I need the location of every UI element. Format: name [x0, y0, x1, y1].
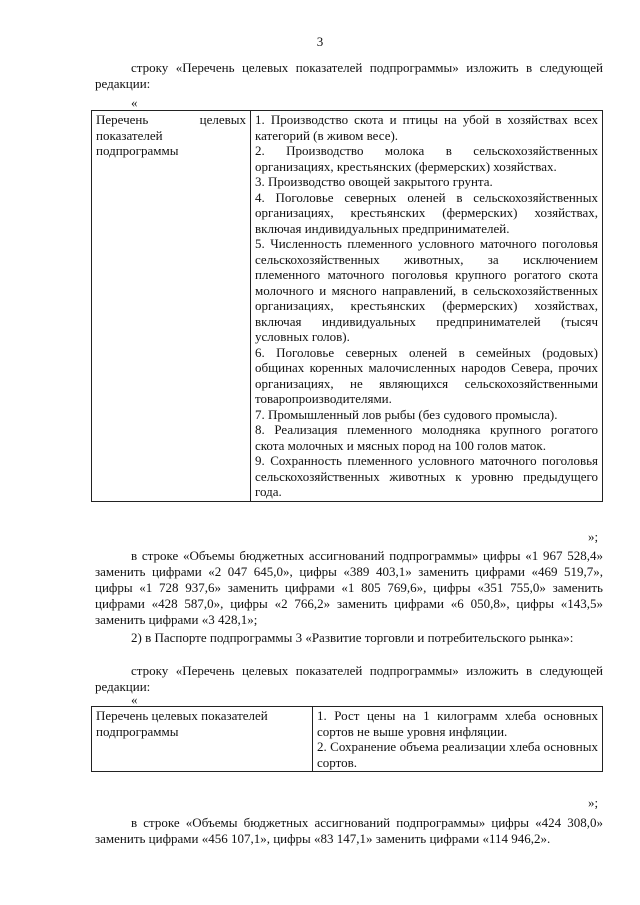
paragraph-intro-2: строку «Перечень целевых показателей подпрограммы» изложить в следующей редакции:	[95, 663, 603, 694]
paragraph-budget-1: в строке «Объемы бюджетных ассигнований подпрограммы» цифры «1 967 528,4» заменить цифрами «2 047 645,0», цифры «389 403,1» заменить цифрами «469 519,7», цифры «1 728 937,6» заменить цифрами «1 805 769,6», цифры «351 755,0» заменить цифрами «428 587,0», цифры «2 766,2» заменить цифрами «6 050,8», цифры «143,5» заменить цифрами «3 428,1»;	[95, 548, 603, 627]
table2-items	[313, 707, 603, 772]
table-targets-1	[91, 110, 603, 502]
table2-item: 1. Рост цены на 1 килограмм хлеба основных сортов не выше уровня инфляции.	[317, 708, 598, 739]
table1-item: 4. Поголовье северных оленей в сельскохозяйственных организациях, крестьянских (фермерских) хозяйствах, включая индивидуальных предпринимателей.	[255, 189, 598, 236]
table1-label: Перечень целевых показателей подпрограммы	[92, 111, 251, 502]
paragraph-intro-1: строку «Перечень целевых показателей подпрограммы» изложить в следующей редакции:	[95, 60, 603, 91]
table1-item: 7. Промышленный лов рыбы (без судового промысла).	[255, 406, 558, 422]
open-quote-2: «	[131, 692, 138, 707]
table1-item: 2. Производство молока в сельскохозяйственных организациях, крестьянских (фермерских) хозяйствах.	[255, 143, 598, 174]
table1-item: 3. Производство овощей закрытого грунта.	[255, 174, 493, 189]
table2-label: Перечень целевых показателей подпрограммы	[92, 707, 313, 772]
table1-item: 1. Производство скота и птицы на убой в хозяйствах всех категорий (в живом весе).	[255, 112, 598, 143]
table1-item: 8. Реализация племенного молодняка крупного рогатого скота молочных и мясных пород на 100 голов маток.	[255, 422, 598, 453]
table1-item: 6. Поголовье северных оленей в семейных (родовых) общинах коренных малочисленных народов Севера, прочих организациях, не являющихся сельскохозяйственными товаропроизводителями.	[255, 344, 598, 406]
close-quote-2: »;	[588, 795, 599, 810]
open-quote-1: «	[131, 95, 138, 110]
page-number: 3	[316, 34, 324, 49]
close-quote-1: »;	[588, 529, 599, 544]
table2-item: 2. Сохранение объема реализации хлеба основных сортов.	[317, 739, 598, 770]
paragraph-subprogram-3: 2) в Паспорте подпрограммы 3 «Развитие торговли и потребительского рынка»:	[131, 630, 574, 645]
paragraph-budget-2: в строке «Объемы бюджетных ассигнований подпрограммы» цифры «424 308,0» заменить цифрами «456 107,1», цифры «83 147,1» заменить цифрами «114 946,2».	[95, 815, 603, 846]
table1-items	[251, 111, 603, 502]
table-targets-2	[91, 706, 603, 772]
table1-item: 9. Сохранность племенного условного маточного поголовья сельскохозяйственных животных к уровню предыдущего года.	[255, 453, 598, 499]
table1-item: 5. Численность племенного условного маточного поголовья сельскохозяйственных животных, за исключением племенного маточного поголовья крупного рогатого скота молочного и мясного направлений, в сельскохозяйственных организациях, крестьянских (фермерских) хозяйствах, включая индивидуальных предпринимателей (тысяч условных голов).	[255, 236, 598, 344]
